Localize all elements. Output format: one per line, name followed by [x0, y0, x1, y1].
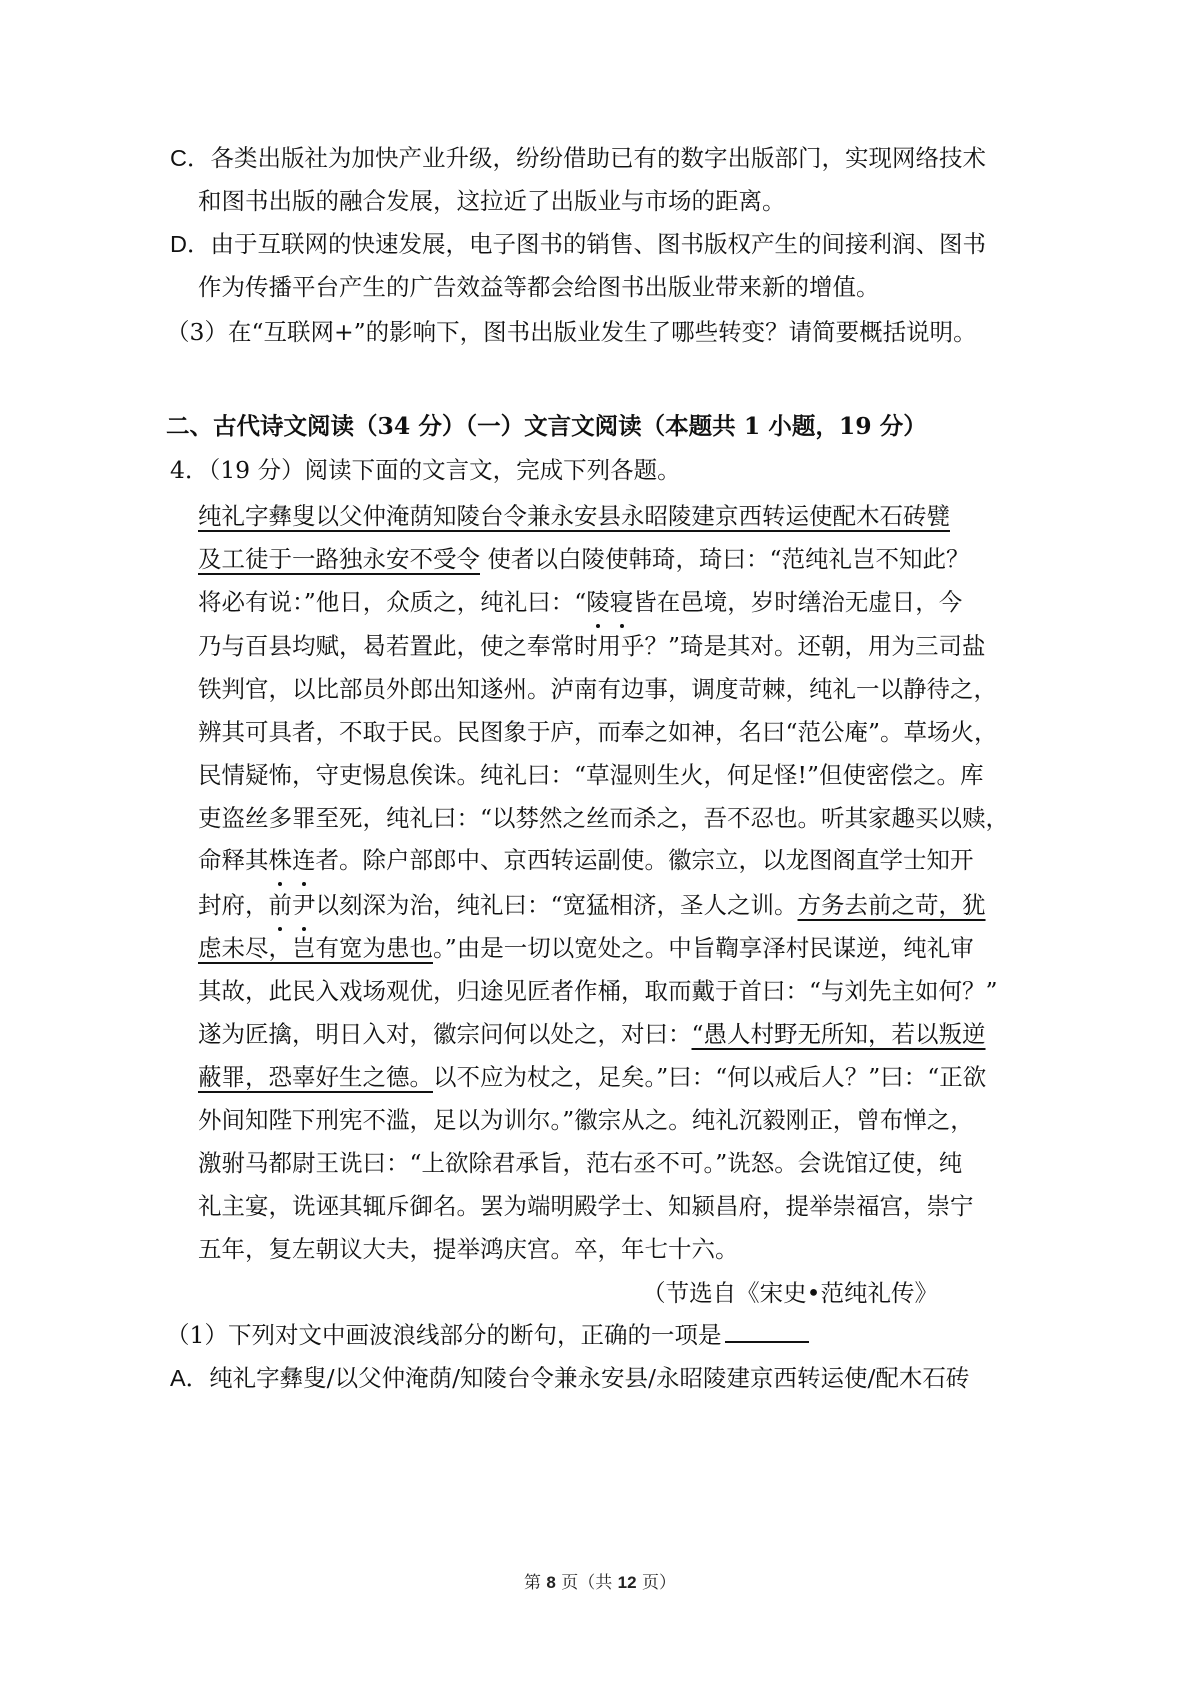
dotted-char: 陵 — [586, 582, 610, 622]
question-4-prompt: 4．（19 分）阅读下面的文言文，完成下列各题。 — [170, 456, 681, 484]
passage-source: （节选自《宋史•范纯礼传》 — [642, 1279, 938, 1307]
wavy-segment-2: 及工徒于一路独永安不受令 — [198, 545, 480, 573]
option-a — [170, 1358, 969, 1398]
underlined-sentence-1b: 虑未尽，岂有宽为患也 — [198, 934, 433, 962]
passage-line-14: 蔽罪，恐辜好生之德。以不应为杖之，足矣。”曰：“何以戒后人？”曰：“正欲 — [198, 1063, 987, 1091]
option-c-line1 — [170, 138, 986, 178]
option-d-line1 — [170, 224, 986, 264]
option-a-label: A． — [170, 1365, 210, 1391]
dotted-char: 尹 — [292, 885, 316, 925]
passage-line-10: 封府，前尹以刻深为治，纯礼曰：“宽猛相济，圣人之训。方务去前之苛，犹 — [198, 885, 986, 925]
dotted-char: 寝 — [610, 582, 634, 622]
passage-line-8: 吏盗丝多罪至死，纯礼曰：“以棼然之丝而杀之，吾不忍也。听其家趣买以赎， — [198, 804, 1010, 832]
passage-line-6: 辨其可具者，不取于民。民图象于庐，而奉之如神，名曰“范公庵”。草场火， — [198, 718, 998, 746]
underlined-sentence-2a: “愚人村野无所知，若以叛逆 — [691, 1020, 986, 1048]
dotted-char: 株 — [269, 840, 293, 880]
passage-line-17: 礼主宴，诜诬其辄斥御名。罢为端明殿学士、知颍昌府，提举崇福宫，崇宁 — [198, 1192, 974, 1220]
option-c-label: C． — [170, 145, 211, 171]
option-c-line2: 和图书出版的融合发展，这拉近了出版业与市场的距离。 — [198, 187, 786, 215]
option-a-text: 纯礼字彝叟/以父仲淹荫/知陵台令兼永安县/永昭陵建京西转运使/配木石砖 — [209, 1364, 970, 1392]
option-d-label: D． — [170, 231, 211, 257]
passage-line-12: 其故，此民入戏场观优，归途见匠者作桶，取而戴于首曰：“与刘先主如何？” — [198, 977, 998, 1005]
sub-question-3: （3）在“互联网+”的影响下，图书出版业发生了哪些转变？请简要概括说明。 — [166, 318, 977, 346]
passage-line-2: 及工徒于一路独永安不受令 使者以白陵使韩琦，琦曰：“范纯礼岂不知此？ — [198, 545, 970, 573]
section-heading: 二、古代诗文阅读（34 分）（一）文言文阅读（本题共 1 小题，19 分） — [166, 412, 927, 440]
option-c-text1: 各类出版社为加快产业升级，纷纷借助已有的数字出版部门，实现网络技术 — [210, 144, 986, 172]
page-number: 8 — [546, 1573, 556, 1592]
wavy-segment-1: 纯礼字彝叟以父仲淹荫知陵台令兼永安县永昭陵建京西转运使配木石砖甓 — [198, 502, 950, 530]
passage-line-7: 民情疑怖，守吏惕息俟诛。纯礼曰：“草湿则生火，何足怪!”但使密偿之。库 — [198, 761, 984, 789]
passage-line-4: 乃与百县均赋，曷若置此，使之奉常时用乎？”琦是其对。还朝，用为三司盐 — [198, 632, 986, 660]
passage-line-3: 将必有说：”他日，众质之，纯礼曰：“陵寝皆在邑境，岁时缮治无虚日，今 — [198, 582, 962, 622]
dotted-char: 前 — [269, 885, 293, 925]
option-d-line2: 作为传播平台产生的广告效益等都会给图书出版业带来新的增值。 — [198, 273, 880, 301]
passage-line-5: 铁判官，以比部员外郎出知遂州。泸南有边事，调度苛棘，纯礼一以静待之， — [198, 675, 997, 703]
option-d-text1: 由于互联网的快速发展，电子图书的销售、图书版权产生的间接利润、图书 — [210, 230, 986, 258]
passage-line-13: 遂为匠擒，明日入对，徽宗问何以处之，对曰：“愚人村野无所知，若以叛逆 — [198, 1020, 986, 1048]
underlined-sentence-1a: 方务去前之苛，犹 — [797, 891, 986, 919]
passage-line-1 — [198, 496, 950, 536]
passage-line-15: 外间知陛下刑宪不滥，足以为训尔。”徽宗从之。纯礼沉毅刚正，曾布惮之， — [198, 1106, 974, 1134]
passage-line-18: 五年，复左朝议大夫，提举鸿庆宫。卒，年七十六。 — [198, 1235, 739, 1263]
total-pages: 12 — [617, 1573, 637, 1592]
passage-line-16: 激驸马都尉王诜曰：“上欲除君承旨，范右丞不可。”诜怒。会诜馆辽使，纯 — [198, 1149, 963, 1177]
passage-line-11: 虑未尽，岂有宽为患也。”由是一切以宽处之。中旨鞫享泽村民谋逆，纯礼审 — [198, 934, 974, 962]
sub-question-1: （1）下列对文中画波浪线部分的断句，正确的一项是 — [166, 1315, 809, 1355]
underlined-sentence-2b: 蔽罪，恐辜好生之德。 — [198, 1063, 433, 1091]
passage-line-9: 命释其株连者。除户部郎中、京西转运副使。徽宗立，以龙图阁直学士知开 — [198, 840, 974, 880]
answer-blank[interactable] — [725, 1319, 809, 1343]
page-footer: 第 8 页（共 12 页） — [523, 1573, 676, 1593]
dotted-char: 连 — [292, 840, 316, 880]
